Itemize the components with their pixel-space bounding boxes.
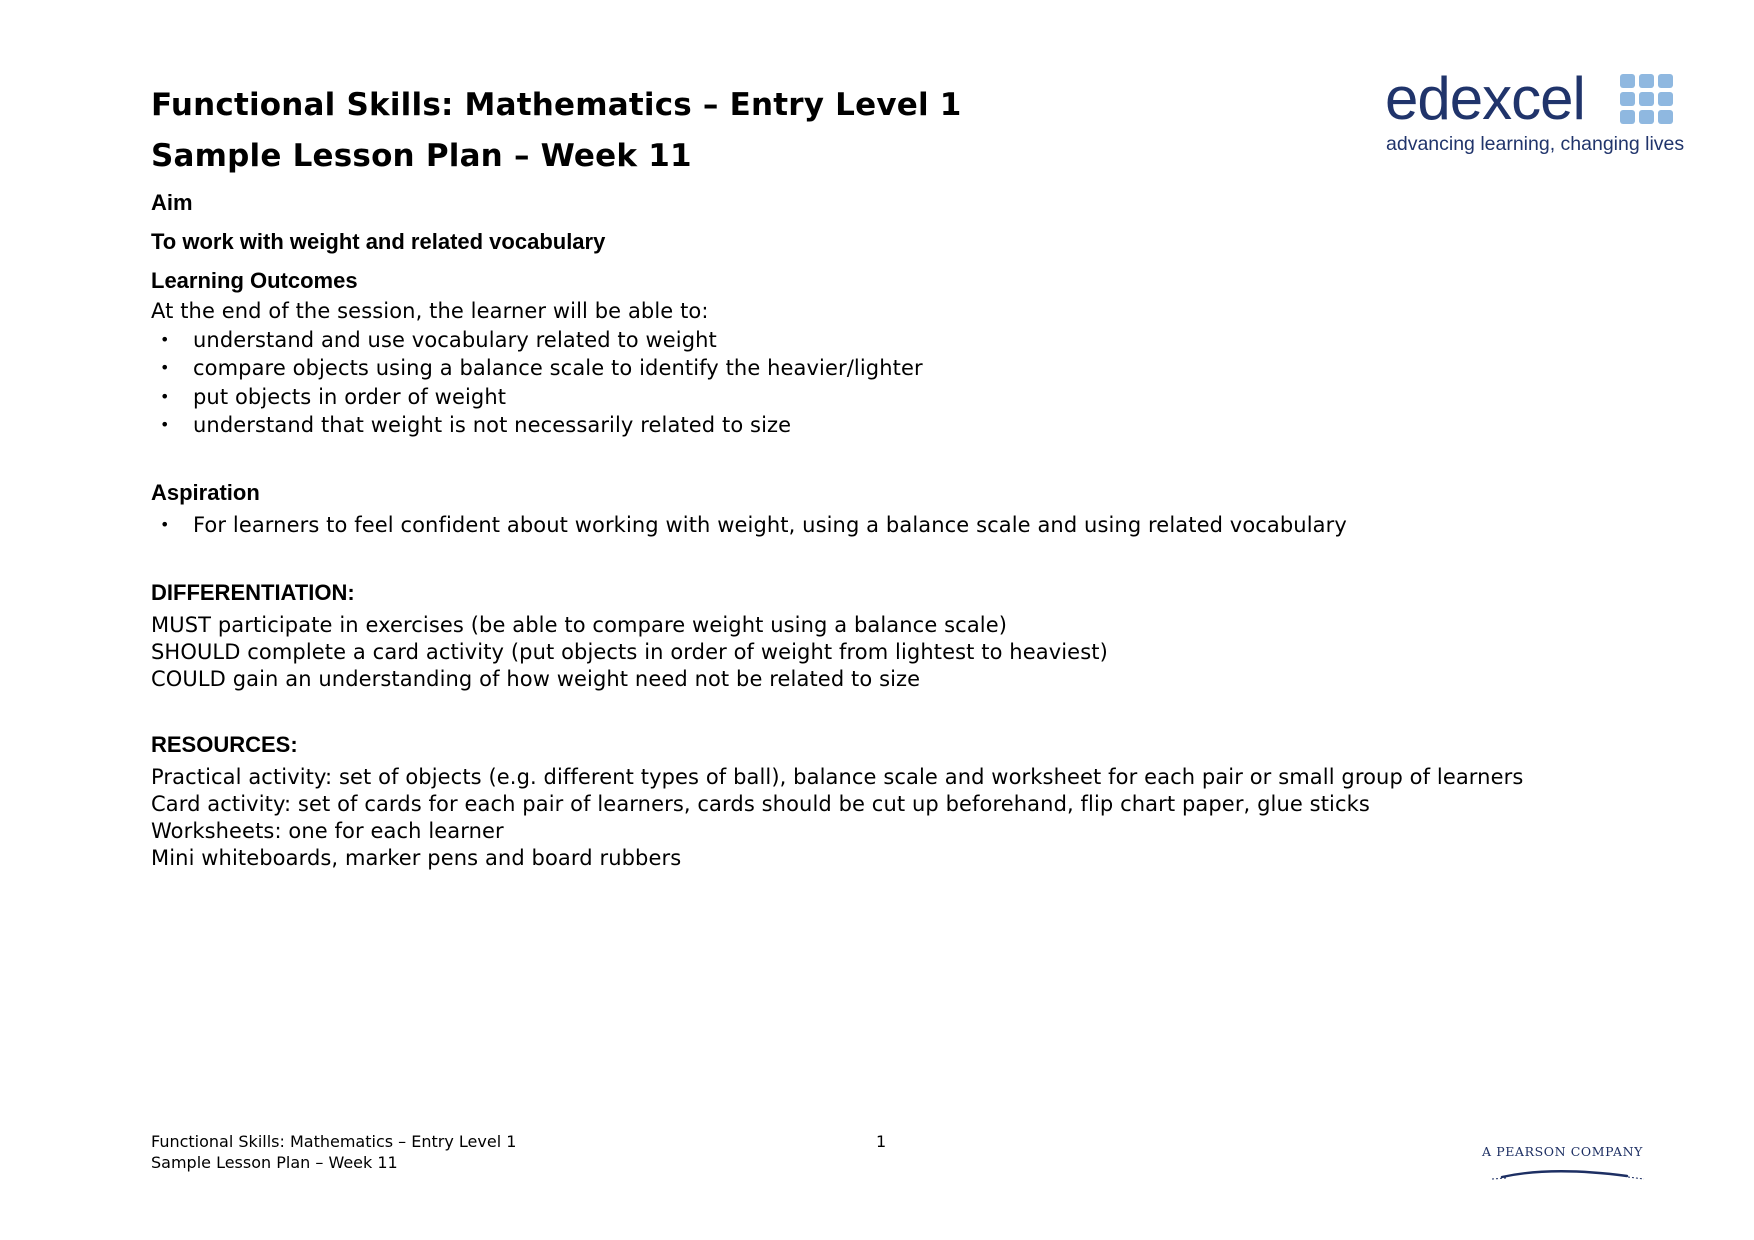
bullet-icon: • — [160, 414, 170, 434]
resources-heading: RESOURCES: — [151, 732, 298, 757]
list-item — [151, 511, 1347, 539]
pearson-logo — [1482, 1144, 1652, 1182]
differentiation-heading: DIFFERENTIATION: — [151, 580, 355, 605]
edexcel-logo — [1385, 65, 1685, 160]
bullet-icon: • — [160, 330, 170, 349]
bullet-icon: • — [160, 515, 170, 534]
list-item-text: understand that weight is not necessarily related to size — [193, 412, 792, 437]
differentiation-line: COULD gain an understanding of how weight need not be related to size — [151, 667, 921, 691]
aim-heading: Aim — [151, 190, 193, 215]
learning-outcomes-heading: Learning Outcomes — [151, 268, 358, 293]
page-number: 1 — [876, 1132, 887, 1151]
footer-line: Functional Skills: Mathematics – Entry Level 1 — [151, 1132, 517, 1151]
differentiation-line: SHOULD complete a card activity (put objects in order of weight from lightest to heaviest) — [151, 640, 1108, 664]
edexcel-grid-icon — [1620, 74, 1676, 126]
document-subtitle: Sample Lesson Plan – Week 11 — [151, 138, 692, 174]
resources-line: Mini whiteboards, marker pens and board rubbers — [151, 846, 682, 870]
list-item — [151, 411, 923, 439]
list-item — [151, 383, 923, 411]
resources-line: Card activity: set of cards for each pair of learners, cards should be cut up beforehand, flip chart paper, glue sticks — [151, 792, 1370, 816]
list-item-text: understand and use vocabulary related to weight — [193, 328, 717, 352]
edexcel-wordmark: edexcel — [1385, 65, 1585, 132]
document-title: Functional Skills: Mathematics – Entry Level 1 — [151, 87, 962, 123]
list-item — [151, 326, 923, 354]
list-item-text: compare objects using a balance scale to identify the heavier/lighter — [193, 356, 923, 381]
pearson-wordmark: A PEARSON COMPANY — [1482, 1144, 1643, 1159]
bullet-icon: • — [160, 358, 170, 378]
footer-title — [151, 1131, 516, 1173]
list-item — [151, 354, 923, 382]
list-item-text: For learners to feel confident about working with weight, using a balance scale and using related vocabulary — [193, 513, 1347, 537]
pearson-swoosh-icon — [1482, 1144, 1652, 1182]
edexcel-tagline: advancing learning, changing lives — [1386, 133, 1685, 155]
footer-line: Sample Lesson Plan – Week 11 — [151, 1153, 398, 1172]
differentiation-line: MUST participate in exercises (be able to compare weight using a balance scale) — [151, 613, 1008, 637]
aspiration-heading: Aspiration — [151, 480, 260, 505]
list-item-text: put objects in order of weight — [193, 384, 507, 409]
resources-line: Worksheets: one for each learner — [151, 819, 504, 843]
resources-line: Practical activity: set of objects (e.g. different types of ball), balance scale and worksheet for each pair or small group of learners — [151, 765, 1524, 789]
aspiration-list — [151, 511, 1347, 539]
learning-outcomes-intro: At the end of the session, the learner will be able to: — [151, 299, 709, 323]
learning-outcomes-list — [151, 326, 923, 439]
bullet-icon: • — [160, 386, 170, 406]
aim-text: To work with weight and related vocabulary — [151, 229, 606, 254]
